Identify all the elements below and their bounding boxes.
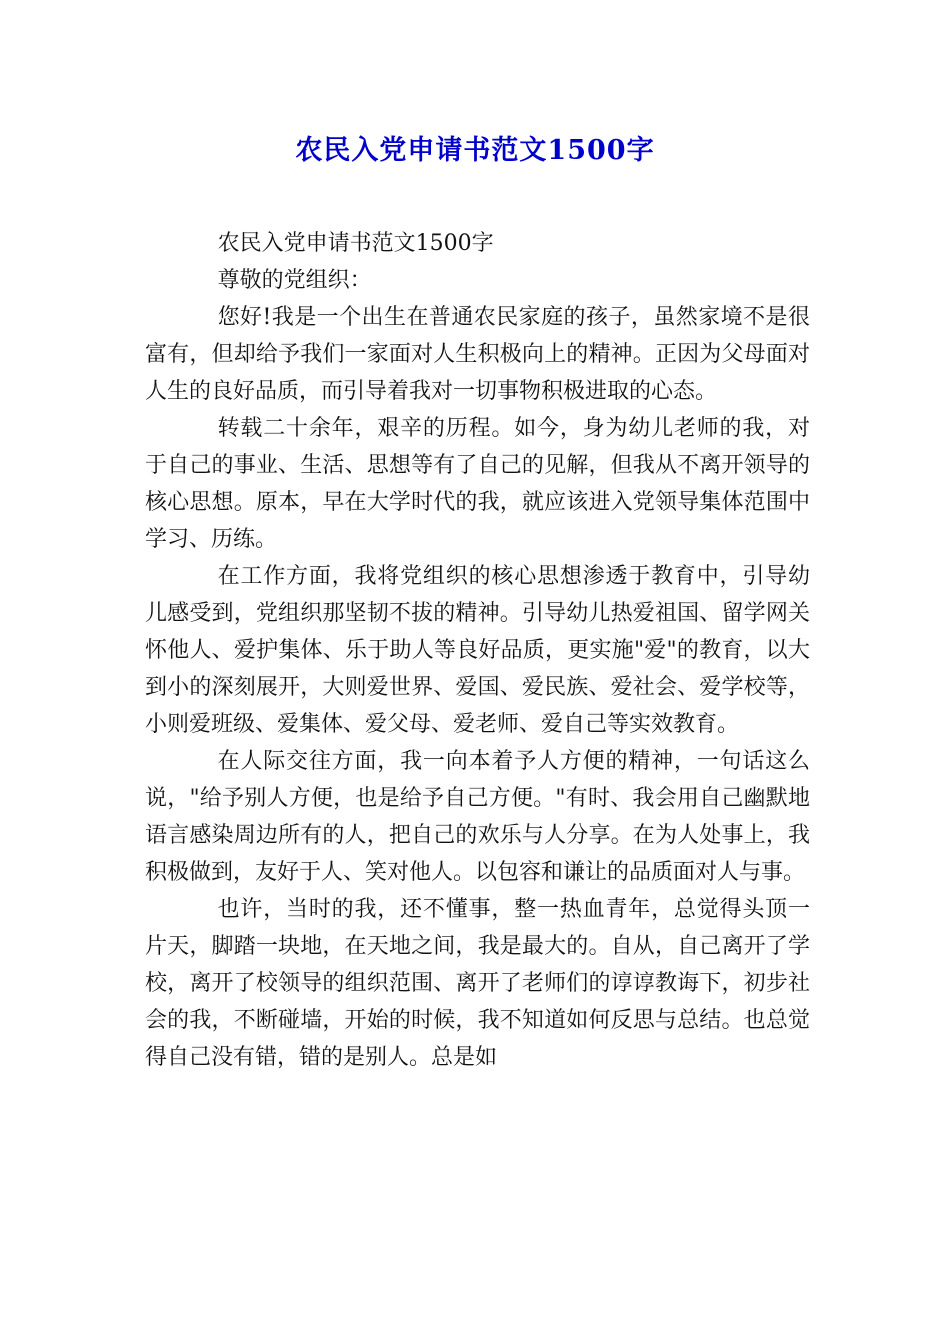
document-body [145,225,810,1076]
paragraph: 也许，当时的我，还不懂事，整一热血青年，总觉得头顶一片天，脚踏一块地，在天地之间，我是最大的。自从，自己离开了学校，离开了校领导的组织范围、离开了老师们的谆谆教诲下，初步社会的我，不断碰墙，开始的时候，我不知道如何反思与总结。也总觉得自己没有错，错的是别人。总是如 [145,897,810,1070]
subtitle-line: 农民入党申请书范文1500字 [217,231,494,256]
paragraph: 在人际交往方面，我一向本着予人方便的精神，一句话这么说，"给予别人方便，也是给予自己方便。"有时、我会用自己幽默地语言感染周边所有的人，把自己的欢乐与人分享。在为人处事上，我积极做到，友好于人、笑对他人。以包容和谦让的品质面对人与事。 [145,749,810,885]
paragraph: 转载二十余年，艰辛的历程。如今，身为幼儿老师的我，对于自己的事业、生活、思想等有了自己的见解，但我从不离开领导的核心思想。原本，早在大学时代的我，就应该进入党领导集体范围中学习、历练。 [145,416,810,552]
salutation: 尊敬的党组织： [217,268,372,293]
paragraph: 在工作方面，我将党组织的核心思想渗透于教育中，引导幼儿感受到，党组织那坚韧不拔的精神。引导幼儿热爱祖国、留学网关怀他人、爱护集体、乐于助人等良好品质，更实施"爱"的教育，以大到小的深刻展开，大则爱世界、爱国、爱民族、爱社会、爱学校等，小则爱班级、爱集体、爱父母、爱老师、爱自己等实效教育。 [145,564,810,737]
document-title: 农民入党申请书范文1500字 [295,135,655,166]
paragraph: 您好!我是一个出生在普通农民家庭的孩子，虽然家境不是很富有，但却给予我们一家面对人生积极向上的精神。正因为父母面对人生的良好品质，而引导着我对一切事物积极进取的心态。 [145,305,810,404]
